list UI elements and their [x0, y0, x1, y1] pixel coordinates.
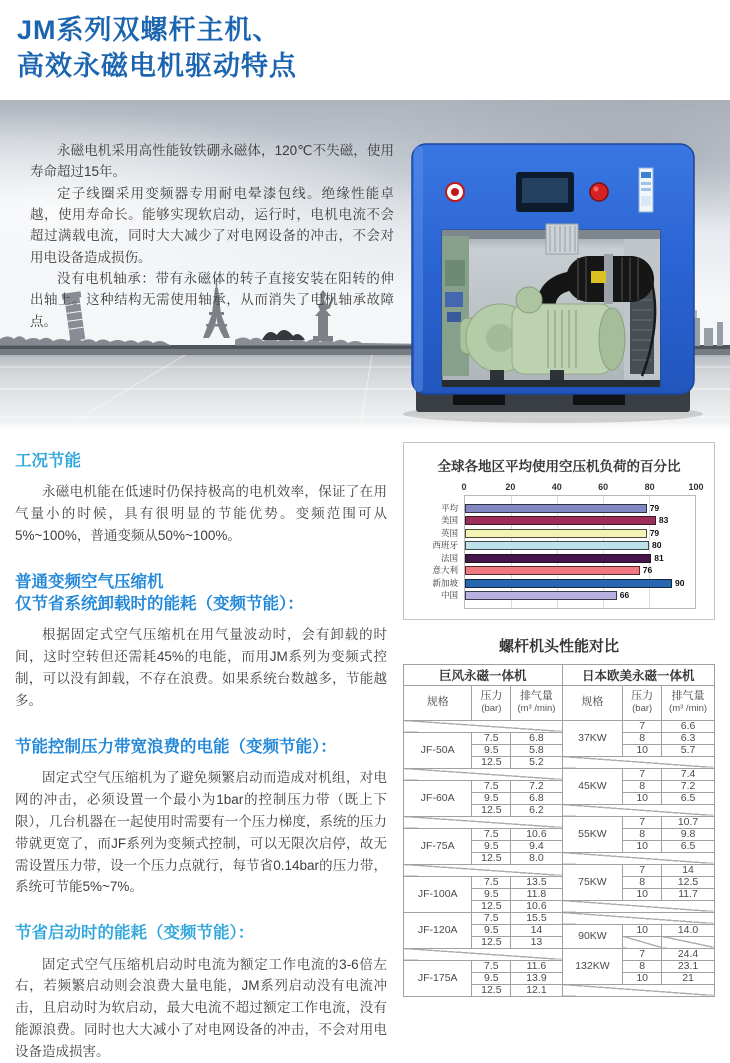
- spec-cell: 9.4: [511, 840, 562, 852]
- heading-line: 节能控制压力带宽浪费的电能（变频节能）：: [15, 737, 337, 756]
- empty-diagonal-cell: [562, 804, 714, 816]
- spec-cell: 8: [623, 876, 662, 888]
- spec-cell: 9.5: [472, 888, 511, 900]
- spec-cell: 15.5: [511, 912, 562, 924]
- spec-cell: 132KW: [562, 948, 623, 984]
- bar-row: [440, 527, 695, 538]
- table-row: [404, 720, 715, 732]
- spec-cell: 6.6: [662, 720, 715, 732]
- section-body: 永磁电机能在低速时仍保持极高的电机效率，保证了在用气量小的时候，具有很明显的节能优势。变频范围可从5%~100%，普通变频从50%~100%。: [15, 484, 387, 543]
- x-tick-label: 20: [505, 482, 516, 492]
- spec-cell: 12.5: [472, 852, 511, 864]
- spec-cell: 9.5: [472, 972, 511, 984]
- bar: [465, 579, 672, 588]
- shrub-strip: [0, 336, 182, 346]
- cooler-fins: [546, 224, 578, 254]
- spec-cell: 7.5: [472, 828, 511, 840]
- section-body: 固定式空气压缩机为了避免频繁启动而造成对机组，对电网的冲击，必须设置一个最小为1bar的控制压力带（既上下限），几台机器在一起使用时需要有一个压力梯度，系统的压力带就更宽了，而JF系列为变频式控制，可以无限次启停，故无需设置压力带，设一个压力点就行，每节省0.14bar的压力带，系统可节能5%~7%。: [15, 770, 387, 895]
- spec-cell: 14: [511, 924, 562, 936]
- spec-cell: 5.8: [511, 744, 562, 756]
- spec-cell: 45KW: [562, 768, 623, 804]
- spec-cell: 75KW: [562, 864, 623, 900]
- empty-diagonal-cell: [562, 900, 714, 912]
- spec-cell: 6.8: [511, 732, 562, 744]
- table-row: [404, 912, 715, 924]
- bar-value: 90: [675, 577, 685, 588]
- section-body: 固定式空气压缩机启动时电流为额定工作电流的3-6倍左右，若频繁启动则会浪费大量电能，JM系列启动没有电流冲击，且启动时为软启动，最大电流不超过额定工作电流，没有能源浪费。同时也大大减小了对电网设备的冲击，不会对用电设备造成损害。: [15, 956, 387, 1059]
- empty-diagonal-cell: [404, 768, 563, 780]
- bar: [465, 516, 656, 525]
- bar: [465, 541, 649, 550]
- spec-cell: 12.5: [472, 936, 511, 948]
- spec-cell: 12.5: [472, 900, 511, 912]
- x-tick-label: 80: [644, 482, 655, 492]
- spec-cell: 7.2: [511, 780, 562, 792]
- content: [0, 430, 730, 1063]
- spec-cell: 55KW: [562, 816, 623, 852]
- spec-cell: JF-50A: [404, 732, 472, 768]
- spec-cell: 10: [623, 744, 662, 756]
- empty-diagonal-cell: [404, 948, 563, 960]
- spec-cell: 5.7: [662, 744, 715, 756]
- spec-cell: 7: [623, 816, 662, 828]
- table-column-header: 压力 (bar): [623, 685, 662, 720]
- spec-cell: 8: [623, 780, 662, 792]
- spec-cell: JF-100A: [404, 876, 472, 912]
- data-column: [403, 438, 715, 1063]
- spec-cell: 7: [623, 864, 662, 876]
- chart-plot: [432, 495, 696, 609]
- bar-category-label: 英国: [440, 527, 458, 538]
- spec-cell: 6.5: [662, 792, 715, 804]
- spec-cell: 6.8: [511, 792, 562, 804]
- spec-cell: 8: [623, 732, 662, 744]
- compressor-photo: [398, 140, 708, 428]
- empty-diagonal-cell: [562, 984, 714, 996]
- spec-cell: 12.1: [511, 984, 562, 996]
- spec-cell: 7: [623, 948, 662, 960]
- spec-cell: 12.5: [662, 876, 715, 888]
- spec-cell: 7.5: [472, 876, 511, 888]
- spec-cell: 9.5: [472, 924, 511, 936]
- table-row: [404, 828, 715, 840]
- x-tick-label: 100: [688, 482, 704, 492]
- table-row: [404, 768, 715, 780]
- chart-title: 全球各地区平均使用空压机负荷的百分比: [437, 459, 681, 474]
- bar-value: 80: [652, 540, 662, 550]
- features-column: [15, 438, 387, 1063]
- bar-value: 81: [654, 552, 664, 563]
- spec-cell: 10: [623, 924, 662, 936]
- section-heading-working-condition: [15, 450, 387, 472]
- chart-x-axis: [461, 482, 704, 495]
- spec-cell: 10: [623, 972, 662, 984]
- spec-cell: 24.4: [662, 948, 715, 960]
- spec-cell: 7.5: [472, 780, 511, 792]
- heading-line: 普通变频空气压缩机: [15, 572, 164, 591]
- empty-diagonal-cell: [404, 864, 563, 876]
- spec-cell: 12.5: [472, 756, 511, 768]
- hero-paragraph: 永磁电机采用高性能钕铁硼永磁体，120℃不失磁，使用寿命超过15年。: [30, 143, 394, 180]
- bar: [465, 504, 647, 513]
- bar-value: 79: [649, 527, 660, 538]
- spec-cell: 8.0: [511, 852, 562, 864]
- table-column-header: 规格: [562, 685, 623, 720]
- hero-section: [0, 100, 730, 430]
- spec-cell: 7: [623, 768, 662, 780]
- spec-cell: 7: [623, 720, 662, 732]
- machine-display-screen: [522, 178, 568, 203]
- spec-cell: JF-75A: [404, 828, 472, 864]
- spec-cell: 37KW: [562, 720, 623, 756]
- table-column-header: 排气量 (m³ /min): [662, 685, 715, 720]
- spec-cell: 12.5: [472, 984, 511, 996]
- empty-diagonal-cell: [562, 852, 714, 864]
- section-heading-pressure-band: [15, 736, 387, 758]
- bar-value: 76: [642, 565, 653, 575]
- spec-cell: 13.9: [511, 972, 562, 984]
- bar-row: [440, 590, 695, 600]
- spec-cell: 7.2: [662, 780, 715, 792]
- spec-cell: 23.1: [662, 960, 715, 972]
- spec-cell: 9.5: [472, 792, 511, 804]
- spec-cell: 11.7: [662, 888, 715, 900]
- heading-line: 工况节能: [15, 452, 81, 470]
- spec-cell: 90KW: [562, 924, 623, 948]
- bar-category-label: 平均: [440, 502, 458, 513]
- x-tick-label: 0: [461, 482, 467, 492]
- spec-cell: 10: [623, 888, 662, 900]
- bar-category-label: 法国: [440, 552, 458, 563]
- spec-cell: 11.8: [511, 888, 562, 900]
- spec-comparison-table: [403, 664, 715, 997]
- table-column-header: 排气量 (m³ /min): [511, 685, 562, 720]
- section-heading-unload-saving: [15, 571, 387, 616]
- brand-badge-core: [451, 188, 459, 196]
- heading-line: 节省启动时的能耗（变频节能）：: [15, 924, 255, 943]
- bar: [465, 566, 640, 575]
- hero-paragraph: 没有电机轴承：带有永磁体的转子直接安装在阳转的伸出轴上。这种结构无需使用轴承，从而消失了电机轴承故障点。: [30, 270, 394, 329]
- spec-cell: 13: [511, 936, 562, 948]
- empty-diagonal-cell: [562, 756, 714, 768]
- spec-cell: 12.5: [472, 804, 511, 816]
- page-title: [17, 13, 730, 84]
- spec-cell: 7.5: [472, 732, 511, 744]
- bar-category-label: 美国: [440, 515, 458, 525]
- table-row: [404, 876, 715, 888]
- x-tick-label: 40: [551, 482, 562, 492]
- spec-cell: 7.5: [472, 960, 511, 972]
- spec-cell: JF-120A: [404, 912, 472, 948]
- hero-text: [30, 140, 394, 332]
- bar-row: [432, 540, 695, 550]
- heading-line: 仅节省系统卸载时的能耗（变频节能）：: [15, 595, 304, 614]
- spec-cell: 10.6: [511, 828, 562, 840]
- bar: [465, 529, 647, 538]
- table-column-header: 压力 (bar): [472, 685, 511, 720]
- spec-cell: 11.6: [511, 960, 562, 972]
- table-column-header: 规格: [404, 685, 472, 720]
- bar: [465, 591, 617, 600]
- empty-diagonal-cell: [404, 720, 563, 732]
- spec-cell: 10: [623, 792, 662, 804]
- spec-cell: 10.6: [511, 900, 562, 912]
- machine-interior: [442, 224, 660, 387]
- frame-inner-ledge: [442, 380, 660, 387]
- spec-cell: 9.8: [662, 828, 715, 840]
- spec-cell: 21: [662, 972, 715, 984]
- spec-cell: JF-175A: [404, 960, 472, 996]
- machine-start-button-highlight: [594, 187, 599, 192]
- spec-cell: 7.4: [662, 768, 715, 780]
- bar-category-label: 中国: [440, 590, 458, 600]
- spec-cell: JF-60A: [404, 780, 472, 816]
- spec-cell: 13.5: [511, 876, 562, 888]
- spec-cell: 14.0: [662, 924, 715, 936]
- bar-row: [440, 552, 695, 563]
- table-row: [404, 960, 715, 972]
- spec-cell: 8: [623, 828, 662, 840]
- spec-cell: 6.2: [511, 804, 562, 816]
- energy-label-sticker: [639, 168, 653, 212]
- section-heading-startup-saving: [15, 922, 387, 944]
- bar-value: 83: [658, 515, 669, 525]
- table-row: [404, 864, 715, 876]
- table-row: [404, 816, 715, 828]
- bar-value: 79: [649, 502, 660, 513]
- bar-category-label: 西班牙: [432, 540, 458, 550]
- spec-cell: 9.5: [472, 744, 511, 756]
- table-group-header: 日本欧美永磁一体机: [562, 664, 714, 685]
- hero-paragraph: 定子线圈采用变频器专用耐电晕漆包线。绝缘性能卓越，使用寿命长。能够实现软启动，运行时，电机电流不会超过满载电流，同时大大减少了对电网设备的冲击，不会对用电设备造成损伤。: [30, 185, 394, 265]
- spec-cell: 9.5: [472, 840, 511, 852]
- header: [0, 0, 730, 100]
- spec-cell: 6.3: [662, 732, 715, 744]
- spec-cell: 7.5: [472, 912, 511, 924]
- load-chart-panel: [403, 442, 715, 620]
- spec-cell: 10: [623, 840, 662, 852]
- spec-cell: 10.7: [662, 816, 715, 828]
- bar-row: [432, 565, 695, 575]
- table-group-header: 巨风永磁一体机: [404, 664, 563, 685]
- spec-cell: 5.2: [511, 756, 562, 768]
- table-row: [404, 732, 715, 744]
- empty-diagonal-cell: [404, 816, 563, 828]
- empty-diagonal-cell: [623, 936, 662, 948]
- bar-value: 66: [619, 590, 630, 600]
- spec-cell: 6.5: [662, 840, 715, 852]
- table-title: 螺杆机头性能对比: [498, 637, 619, 655]
- spec-cell: 14: [662, 864, 715, 876]
- table-row: [404, 780, 715, 792]
- table-row: [404, 948, 715, 960]
- frame-highlight: [414, 146, 423, 392]
- spec-cell: 8: [623, 960, 662, 972]
- machine-start-button: [590, 183, 608, 201]
- bar-row: [440, 515, 695, 525]
- bar-row: [432, 577, 695, 588]
- empty-diagonal-cell: [662, 936, 715, 948]
- section-body: 根据固定式空气压缩机在用气量波动时，会有卸载的时间，这时空转但还需耗45%的电能，而用JM系列为变频式控制，可以没有卸载，不存在浪费。如果系统台数越多，节能越多。: [15, 627, 387, 708]
- bar-row: [440, 502, 695, 513]
- bar: [465, 554, 651, 563]
- x-tick-label: 60: [598, 482, 609, 492]
- bar-category-label: 新加坡: [432, 577, 458, 588]
- bar-category-label: 意大利: [432, 565, 458, 575]
- intake-filter: [566, 254, 654, 304]
- page-title-line1: JM系列双螺杆主机、: [17, 15, 281, 45]
- empty-diagonal-cell: [562, 912, 714, 924]
- page-title-line2: 高效永磁电机驱动特点: [17, 50, 297, 81]
